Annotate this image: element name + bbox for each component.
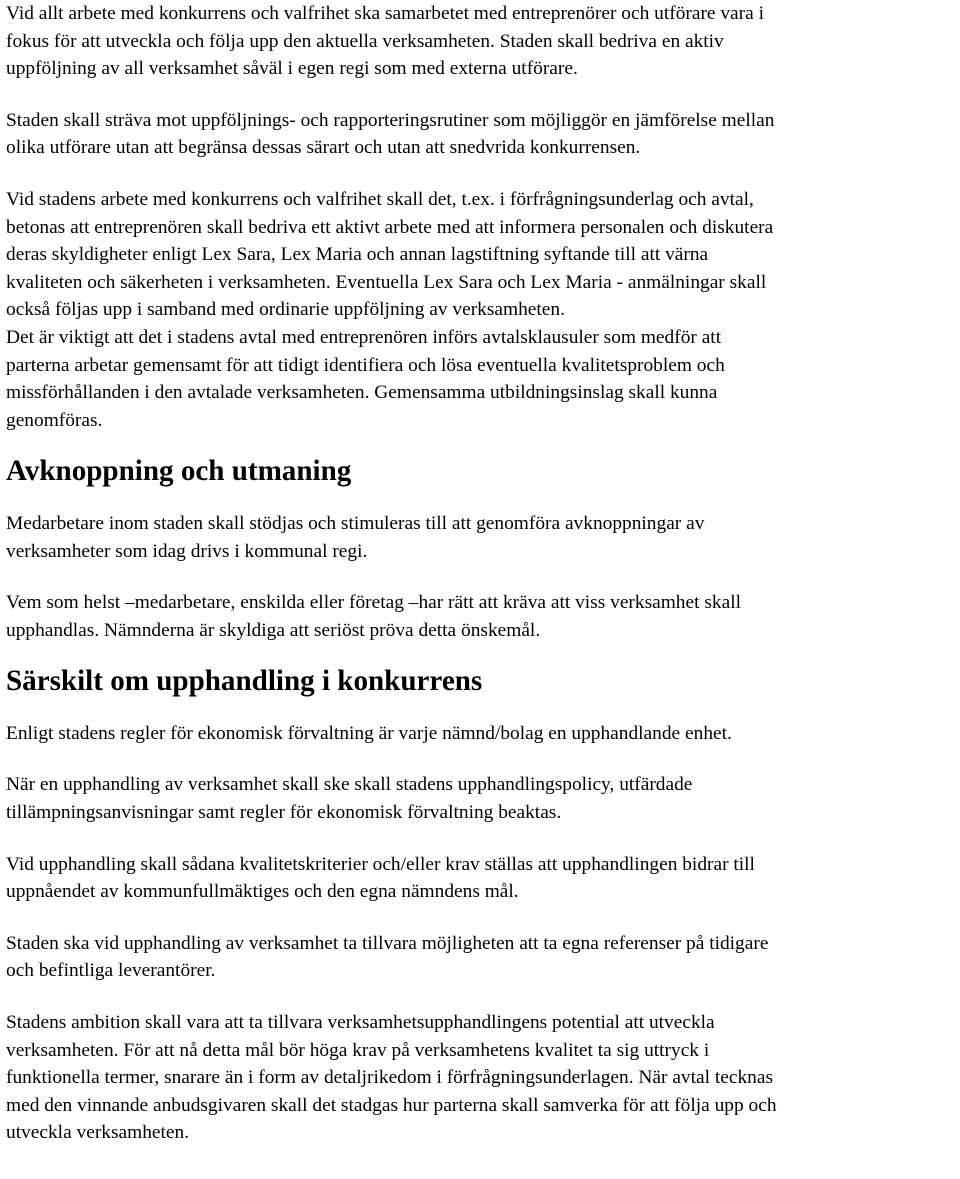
- heading-avknoppning: Avknoppning och utmaning: [6, 455, 352, 488]
- paragraph-gap: [6, 827, 956, 851]
- paragraph-gap: [6, 906, 956, 930]
- paragraph-uppfoljningsrutiner: Staden skall sträva mot uppföljnings- och rapporteringsrutiner som möjliggör en jämförelse mellan olika utförare utan att begränsa dessas särart och utan att snedvrida konkurrensen.: [6, 109, 775, 159]
- paragraph-avtalsklausuler: Det är viktigt att det i stadens avtal med entreprenören införs avtalsklausuler som medför att parterna arbetar gemensamt för att tidigt identifiera och lösa eventuella kvalitetsproblem och missförhållanden i den avtalade verksamheten. Gemensamma utbildningsinslag skall kunna genomföras.: [6, 326, 725, 431]
- paragraph-kvalitetskriterier: Vid upphandling skall sådana kvalitetskriterier och/eller krav ställas att upphandlingen bidrar till uppnåendet av kommunfullmäktiges och den egna nämndens mål.: [6, 853, 755, 903]
- paragraph-ambition: Stadens ambition skall vara att ta tillvara verksamhetsupphandlingens potential att utveckla verksamheten. För att nå detta mål bör höga krav på verksamhetens kvalitet ta sig uttryck i funktionella termer, snarare än i form av detaljrikedom i förfrågningsunderlagen. När avtal tecknas med den vinnande anbudsgivaren skall det stadgas hur parterna skall samverka för att följa upp och utveckla verksamheten.: [6, 1012, 777, 1144]
- paragraph-avknoppningar: Medarbetare inom staden skall stödjas och stimuleras till att genomföra avknoppningar av verksamheter som idag drivs i kommunal regi.: [6, 512, 705, 562]
- paragraph-upphandlingspolicy: När en upphandling av verksamhet skall ske skall stadens upphandlingspolicy, utfärdade tillämpningsanvisningar samt regler för ekonomisk förvaltning beaktas.: [6, 774, 693, 824]
- paragraph-lex-sara-maria: Vid stadens arbete med konkurrens och valfrihet skall det, t.ex. i förfrågningsunderlag och avtal, betonas att entreprenören skall bedriva ett aktivt arbete med att informera personalen och diskutera deras skyldigheter enligt Lex Sara, Lex Maria och annan lagstiftning syftande till att värna kvaliteten och säkerheten i verksamheten. Eventuella Lex Sara och Lex Maria - anmälningar skall också följas upp i samband med ordinarie uppföljning av verksamheten.: [6, 188, 774, 321]
- paragraph-upphandlande-enhet: Enligt stadens regler för ekonomisk förvaltning är varje nämnd/bolag en upphandlande enhet.: [6, 722, 732, 744]
- paragraph-gap: [6, 486, 956, 510]
- paragraph-referenser: Staden ska vid upphandling av verksamhet ta tillvara möjligheten att ta egna referenser på tidigare och befintliga leverantörer.: [6, 932, 769, 982]
- paragraph-samarbete: Vid allt arbete med konkurrens och valfrihet ska samarbetet med entreprenörer och utförare vara i fokus för att utveckla och följa upp den aktuella verksamheten. Staden skall bedriva en aktiv uppföljning av all verksamhet såväl i egen regi som med externa utförare.: [6, 3, 764, 80]
- paragraph-gap: [6, 747, 956, 771]
- paragraph-gap: [6, 696, 956, 720]
- paragraph-gap: [6, 565, 956, 589]
- paragraph-rätt-att-kräva: Vem som helst –medarbetare, enskilda eller företag –har rätt att kräva att viss verksamhet skall upphandlas. Nämnderna är skyldiga att seriöst pröva detta önskemål.: [6, 592, 741, 641]
- document-page: [6, 0, 956, 1147]
- heading-upphandling-konkurrens: Särskilt om upphandling i konkurrens: [6, 665, 483, 698]
- paragraph-gap: [6, 162, 956, 186]
- paragraph-gap: [6, 985, 956, 1009]
- paragraph-gap: [6, 83, 956, 107]
